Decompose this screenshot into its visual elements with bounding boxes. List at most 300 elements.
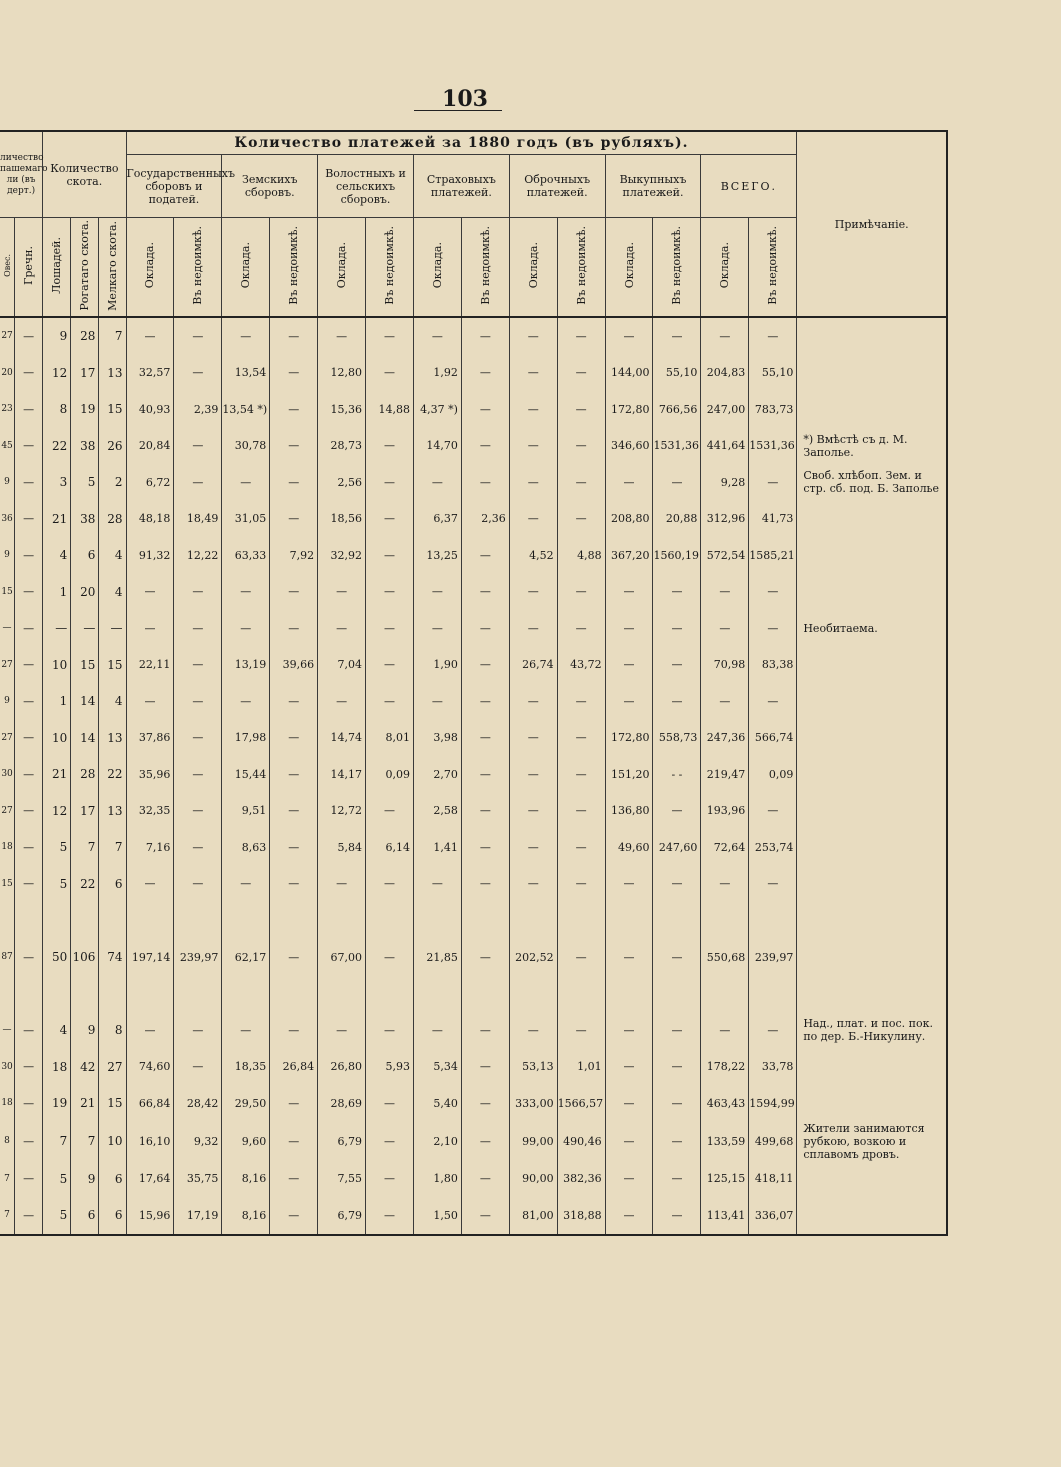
cell-payment-8: — bbox=[509, 610, 557, 647]
cell-payment-0: 20,84 bbox=[126, 428, 174, 465]
cell-payment-13: 566,74 bbox=[749, 720, 797, 757]
cell-payment-2: — bbox=[222, 317, 270, 355]
cell-payment-11: — bbox=[653, 793, 701, 830]
cell-payment-7: — bbox=[461, 902, 509, 1012]
cell-payment-12: 204,83 bbox=[701, 355, 749, 392]
cell-payment-0: 16,10 bbox=[126, 1122, 174, 1161]
cell-payment-3: — bbox=[270, 428, 318, 465]
cell-cattle: 28 bbox=[71, 317, 99, 355]
cell-plowed-oats: 45 bbox=[1, 440, 13, 451]
cell-payment-2: 8,63 bbox=[222, 829, 270, 866]
subheader-arrears-4: Въ недоимкѣ. bbox=[557, 218, 605, 318]
subheader-arrears-6: Въ недоимкѣ. bbox=[749, 218, 797, 318]
cell-payment-12: 9,28 bbox=[701, 464, 749, 501]
cell-cattle: 42 bbox=[71, 1049, 99, 1086]
cell-plowed-oats: 9 bbox=[4, 696, 10, 707]
cell-payment-6: 5,40 bbox=[413, 1085, 461, 1122]
cell-small-stock: 4 bbox=[99, 683, 126, 720]
cell-cattle: 20 bbox=[71, 574, 99, 611]
cell-payment-1: — bbox=[174, 1012, 222, 1049]
cell-payment-9: — bbox=[557, 355, 605, 392]
cell-payment-4: 7,04 bbox=[318, 647, 366, 684]
cell-payment-3: — bbox=[270, 355, 318, 392]
cell-small-stock: 6 bbox=[99, 1161, 126, 1198]
cell-payment-11: 1531,36 bbox=[653, 428, 701, 465]
cell-payment-10: 172,80 bbox=[605, 720, 653, 757]
cell-small-stock: 15 bbox=[99, 1085, 126, 1122]
cell-remark bbox=[797, 1085, 947, 1122]
cell-payment-11: - - bbox=[653, 756, 701, 793]
cell-plowed-oats: 20 bbox=[1, 367, 13, 378]
cell-payment-8: — bbox=[509, 1012, 557, 1049]
cell-payment-1: — bbox=[174, 683, 222, 720]
cell-payment-5: — bbox=[366, 683, 414, 720]
cell-plowed-buckwheat: — bbox=[15, 720, 43, 757]
subheader-arrears-1: Въ недоимкѣ. bbox=[270, 218, 318, 318]
cell-cattle: 7 bbox=[71, 829, 99, 866]
group-quitrent: Оброчныхъ платежей. bbox=[509, 155, 605, 218]
cell-payment-0: 6,72 bbox=[126, 464, 174, 501]
cell-small-stock: 26 bbox=[99, 428, 126, 465]
cell-payment-5: — bbox=[366, 1161, 414, 1198]
cell-plowed-oats: 27 bbox=[1, 659, 13, 670]
cell-payment-11: — bbox=[653, 1161, 701, 1198]
cell-payment-4: 6,79 bbox=[318, 1122, 366, 1161]
cell-payment-9: — bbox=[557, 428, 605, 465]
subheader-assessed-2: Оклада. bbox=[318, 218, 366, 318]
cell-small-stock: 15 bbox=[99, 391, 126, 428]
cell-payment-3: — bbox=[270, 1197, 318, 1235]
cell-payment-12: 70,98 bbox=[701, 647, 749, 684]
cell-payment-5: — bbox=[366, 1085, 414, 1122]
cell-payment-1: — bbox=[174, 720, 222, 757]
cell-payment-6: 1,90 bbox=[413, 647, 461, 684]
cell-payment-13: 1585,21 bbox=[749, 537, 797, 574]
subheader-small-stock: Мелкаго скота. bbox=[99, 218, 126, 318]
table-row bbox=[0, 610, 947, 647]
cell-payment-7: — bbox=[461, 428, 509, 465]
cell-payment-7: — bbox=[461, 829, 509, 866]
cell-payment-3: — bbox=[270, 720, 318, 757]
cell-plowed-oats: 36 bbox=[1, 513, 13, 524]
cell-payment-8: — bbox=[509, 574, 557, 611]
cell-remark bbox=[797, 355, 947, 392]
cell-payment-0: 17,64 bbox=[126, 1161, 174, 1198]
cell-payment-10: — bbox=[605, 647, 653, 684]
subheader-assessed-0: Оклада. bbox=[126, 218, 174, 318]
cell-payment-8: 90,00 bbox=[509, 1161, 557, 1198]
cell-payment-8: 26,74 bbox=[509, 647, 557, 684]
cell-payment-0: 35,96 bbox=[126, 756, 174, 793]
cell-payment-8: — bbox=[509, 391, 557, 428]
cell-payment-8: — bbox=[509, 355, 557, 392]
cell-plowed-oats: 18 bbox=[1, 842, 13, 853]
cell-payment-7: — bbox=[461, 1161, 509, 1198]
cell-payment-1: — bbox=[174, 317, 222, 355]
cell-payment-4: 18,56 bbox=[318, 501, 366, 538]
cell-payment-6: 6,37 bbox=[413, 501, 461, 538]
cell-payment-5: — bbox=[366, 1122, 414, 1161]
cell-payment-10: 172,80 bbox=[605, 391, 653, 428]
cell-payment-3: — bbox=[270, 829, 318, 866]
cell-payment-9: — bbox=[557, 391, 605, 428]
cell-payment-6: 2,70 bbox=[413, 756, 461, 793]
cell-payment-0: 74,60 bbox=[126, 1049, 174, 1086]
cell-payment-13: 253,74 bbox=[749, 829, 797, 866]
cell-payment-7: — bbox=[461, 537, 509, 574]
cell-remark bbox=[797, 720, 947, 757]
cell-payment-2: — bbox=[222, 683, 270, 720]
cell-payment-0: — bbox=[126, 1012, 174, 1049]
cell-payment-12: — bbox=[701, 610, 749, 647]
cell-payment-8: — bbox=[509, 756, 557, 793]
cell-remark: *) Вмѣстѣ съ д. М. Заполье. bbox=[797, 428, 947, 465]
subheader-buckwheat: Гречн. bbox=[15, 218, 43, 318]
cell-payment-8: — bbox=[509, 720, 557, 757]
table-row bbox=[0, 720, 947, 757]
cell-payment-8: — bbox=[509, 866, 557, 903]
cell-plowed-oats: 27 bbox=[1, 732, 13, 743]
cell-payment-4: 28,73 bbox=[318, 428, 366, 465]
cell-payment-1: 35,75 bbox=[174, 1161, 222, 1198]
cell-small-stock: — bbox=[99, 610, 126, 647]
cell-payment-7: — bbox=[461, 866, 509, 903]
cell-plowed-buckwheat: — bbox=[15, 1122, 43, 1161]
cell-remark bbox=[797, 574, 947, 611]
subheader-arrears-5: Въ недоимкѣ. bbox=[653, 218, 701, 318]
table-row bbox=[0, 756, 947, 793]
cell-horses: 10 bbox=[43, 647, 71, 684]
cell-payment-3: — bbox=[270, 1122, 318, 1161]
cell-small-stock: 22 bbox=[99, 756, 126, 793]
cell-payment-5: — bbox=[366, 1197, 414, 1235]
cell-small-stock: 27 bbox=[99, 1049, 126, 1086]
cell-payment-3: — bbox=[270, 1085, 318, 1122]
cell-payment-6: 1,50 bbox=[413, 1197, 461, 1235]
cell-payment-9: 1566,57 bbox=[557, 1085, 605, 1122]
cell-cattle: 17 bbox=[71, 793, 99, 830]
cell-small-stock: 7 bbox=[99, 829, 126, 866]
cell-payment-13: 55,10 bbox=[749, 355, 797, 392]
cell-payment-2: 30,78 bbox=[222, 428, 270, 465]
cell-remark: Жители занимаются рубкою, возкою и сплавомъ дровъ. bbox=[797, 1122, 947, 1161]
cell-payment-10: 151,20 bbox=[605, 756, 653, 793]
cell-payment-6: 21,85 bbox=[413, 902, 461, 1012]
cell-small-stock: 13 bbox=[99, 793, 126, 830]
cell-plowed-buckwheat: — bbox=[15, 683, 43, 720]
cell-payment-13: — bbox=[749, 574, 797, 611]
cell-payment-11: 766,56 bbox=[653, 391, 701, 428]
cell-payment-1: — bbox=[174, 355, 222, 392]
cell-payment-3: 7,92 bbox=[270, 537, 318, 574]
cell-payment-6: 13,25 bbox=[413, 537, 461, 574]
cell-payment-4: 2,56 bbox=[318, 464, 366, 501]
cell-payment-5: — bbox=[366, 574, 414, 611]
cell-payment-7: — bbox=[461, 756, 509, 793]
cell-plowed-buckwheat: — bbox=[15, 902, 43, 1012]
cell-remark bbox=[797, 1197, 947, 1235]
cell-payment-11: 558,73 bbox=[653, 720, 701, 757]
table-row bbox=[0, 355, 947, 392]
cell-payment-4: — bbox=[318, 610, 366, 647]
cell-payment-3: — bbox=[270, 793, 318, 830]
cell-small-stock: 7 bbox=[99, 317, 126, 355]
cell-payment-10: — bbox=[605, 866, 653, 903]
cell-small-stock: 13 bbox=[99, 355, 126, 392]
cell-payment-7: — bbox=[461, 1197, 509, 1235]
cell-payment-13: — bbox=[749, 683, 797, 720]
cell-payment-2: 18,35 bbox=[222, 1049, 270, 1086]
table-row bbox=[0, 574, 947, 611]
cell-payment-4: 28,69 bbox=[318, 1085, 366, 1122]
cell-remark bbox=[797, 501, 947, 538]
cell-payment-7: — bbox=[461, 574, 509, 611]
cell-payment-10: — bbox=[605, 1012, 653, 1049]
table-row bbox=[0, 829, 947, 866]
cell-cattle: 7 bbox=[71, 1122, 99, 1161]
cell-remark bbox=[797, 793, 947, 830]
cell-payment-5: — bbox=[366, 647, 414, 684]
cell-payment-0: — bbox=[126, 610, 174, 647]
cell-horses: 22 bbox=[43, 428, 71, 465]
cell-horses: 5 bbox=[43, 866, 71, 903]
cell-cattle: 6 bbox=[71, 537, 99, 574]
cell-payment-1: — bbox=[174, 1049, 222, 1086]
cell-payment-9: 1,01 bbox=[557, 1049, 605, 1086]
cell-payment-11: 20,88 bbox=[653, 501, 701, 538]
page-number: 103 bbox=[442, 86, 488, 112]
cell-plowed-buckwheat: — bbox=[15, 1012, 43, 1049]
cell-payment-11: — bbox=[653, 1085, 701, 1122]
cell-payment-13: 336,07 bbox=[749, 1197, 797, 1235]
cell-payment-13: 0,09 bbox=[749, 756, 797, 793]
cell-payment-5: 0,09 bbox=[366, 756, 414, 793]
group-redemption: Выкупныхъ платежей. bbox=[605, 155, 701, 218]
cell-payment-12: 113,41 bbox=[701, 1197, 749, 1235]
cell-plowed-oats: 8 bbox=[4, 1136, 10, 1146]
cell-payment-13: 33,78 bbox=[749, 1049, 797, 1086]
cell-horses: 5 bbox=[43, 1197, 71, 1235]
cell-plowed-buckwheat: — bbox=[15, 391, 43, 428]
cell-payment-1: — bbox=[174, 793, 222, 830]
cell-payment-5: — bbox=[366, 428, 414, 465]
cell-payment-11: — bbox=[653, 317, 701, 355]
cell-remark bbox=[797, 683, 947, 720]
table-row bbox=[0, 537, 947, 574]
cell-payment-10: — bbox=[605, 1122, 653, 1161]
cell-payment-1: 12,22 bbox=[174, 537, 222, 574]
cell-payment-10: — bbox=[605, 574, 653, 611]
subheader-assessed-4: Оклада. bbox=[509, 218, 557, 318]
cell-payment-10: — bbox=[605, 1085, 653, 1122]
table-row bbox=[0, 464, 947, 501]
cell-payment-4: — bbox=[318, 866, 366, 903]
cell-payment-9: — bbox=[557, 317, 605, 355]
cell-cattle: 38 bbox=[71, 428, 99, 465]
cell-plowed-oats: 23 bbox=[1, 404, 13, 415]
table-row bbox=[0, 428, 947, 465]
cell-payment-1: — bbox=[174, 464, 222, 501]
cell-small-stock: 10 bbox=[99, 1122, 126, 1161]
cell-payment-4: 14,74 bbox=[318, 720, 366, 757]
cell-payment-4: — bbox=[318, 683, 366, 720]
cell-payment-4: — bbox=[318, 574, 366, 611]
cell-payment-11: 1560,19 bbox=[653, 537, 701, 574]
cell-payment-13: 83,38 bbox=[749, 647, 797, 684]
cell-payment-12: 312,96 bbox=[701, 501, 749, 538]
cell-payment-9: — bbox=[557, 464, 605, 501]
cell-remark bbox=[797, 647, 947, 684]
cell-cattle: 14 bbox=[71, 720, 99, 757]
cell-payment-5: 5,93 bbox=[366, 1049, 414, 1086]
cell-payment-2: — bbox=[222, 610, 270, 647]
cell-payment-7: — bbox=[461, 720, 509, 757]
cell-payment-13: 239,97 bbox=[749, 902, 797, 1012]
cell-payment-0: — bbox=[126, 866, 174, 903]
cell-cattle: 22 bbox=[71, 866, 99, 903]
cell-payment-1: — bbox=[174, 574, 222, 611]
cell-payment-1: — bbox=[174, 647, 222, 684]
cell-payment-8: — bbox=[509, 683, 557, 720]
cell-payment-12: — bbox=[701, 866, 749, 903]
cell-payment-1: — bbox=[174, 829, 222, 866]
cell-payment-3: — bbox=[270, 1012, 318, 1049]
cell-payment-3: — bbox=[270, 683, 318, 720]
cell-payment-12: — bbox=[701, 683, 749, 720]
cell-payment-6: 2,58 bbox=[413, 793, 461, 830]
cell-remark: Необитаема. bbox=[797, 610, 947, 647]
cell-payment-1: 2,39 bbox=[174, 391, 222, 428]
cell-payment-5: — bbox=[366, 1012, 414, 1049]
cell-remark bbox=[797, 537, 947, 574]
cell-payment-1: 28,42 bbox=[174, 1085, 222, 1122]
cell-payment-8: — bbox=[509, 793, 557, 830]
livestock-header: Количество скота. bbox=[43, 131, 126, 218]
cell-payment-1: 239,97 bbox=[174, 902, 222, 1012]
cell-cattle: 19 bbox=[71, 391, 99, 428]
cell-payment-6: — bbox=[413, 464, 461, 501]
cell-cattle: 9 bbox=[71, 1161, 99, 1198]
cell-payment-11: — bbox=[653, 1122, 701, 1161]
table-row bbox=[0, 391, 947, 428]
cell-payment-6: — bbox=[413, 317, 461, 355]
subheader-arrears-0: Въ недоимкѣ. bbox=[174, 218, 222, 318]
cell-horses: 19 bbox=[43, 1085, 71, 1122]
cell-plowed-oats: 18 bbox=[1, 1098, 13, 1109]
cell-payment-3: — bbox=[270, 902, 318, 1012]
cell-payment-9: — bbox=[557, 1012, 605, 1049]
cell-payment-3: — bbox=[270, 574, 318, 611]
cell-plowed-oats: 30 bbox=[1, 1061, 13, 1072]
cell-payment-12: 133,59 bbox=[701, 1122, 749, 1161]
cell-payment-0: 32,35 bbox=[126, 793, 174, 830]
table-row bbox=[0, 1049, 947, 1086]
cell-plowed-oats: 87 bbox=[1, 952, 13, 962]
cell-payment-4: 6,79 bbox=[318, 1197, 366, 1235]
remarks-header: Примѣчаніе. bbox=[797, 131, 947, 317]
cell-small-stock: 13 bbox=[99, 720, 126, 757]
cell-payment-13: 499,68 bbox=[749, 1122, 797, 1161]
cell-payment-6: 2,10 bbox=[413, 1122, 461, 1161]
cell-payment-0: 7,16 bbox=[126, 829, 174, 866]
cell-payment-5: 8,01 bbox=[366, 720, 414, 757]
cell-payment-12: 219,47 bbox=[701, 756, 749, 793]
cell-payment-6: — bbox=[413, 610, 461, 647]
cell-remark bbox=[797, 902, 947, 1012]
cell-payment-5: — bbox=[366, 610, 414, 647]
cell-payment-9: — bbox=[557, 793, 605, 830]
cell-plowed-oats: 7 bbox=[4, 1173, 10, 1184]
cell-payment-13: — bbox=[749, 1012, 797, 1049]
cell-payment-8: 81,00 bbox=[509, 1197, 557, 1235]
cell-payment-4: 15,36 bbox=[318, 391, 366, 428]
cell-horses: 10 bbox=[43, 720, 71, 757]
cell-plowed-buckwheat: — bbox=[15, 1085, 43, 1122]
cell-payment-8: 4,52 bbox=[509, 537, 557, 574]
cell-payment-8: 333,00 bbox=[509, 1085, 557, 1122]
cell-payment-13: 1531,36 bbox=[749, 428, 797, 465]
cell-payment-12: 441,64 bbox=[701, 428, 749, 465]
cell-remark bbox=[797, 317, 947, 355]
cell-payment-8: — bbox=[509, 829, 557, 866]
cell-payment-8: — bbox=[509, 501, 557, 538]
cell-payment-5: — bbox=[366, 902, 414, 1012]
cell-remark bbox=[797, 829, 947, 866]
table-row bbox=[0, 866, 947, 903]
cell-payment-8: 202,52 bbox=[509, 902, 557, 1012]
cell-payment-0: 22,11 bbox=[126, 647, 174, 684]
cell-payment-12: 247,36 bbox=[701, 720, 749, 757]
table-row bbox=[0, 793, 947, 830]
cell-payment-10: — bbox=[605, 1049, 653, 1086]
cell-payment-10: — bbox=[605, 464, 653, 501]
table-row bbox=[0, 1085, 947, 1122]
cell-payment-12: 550,68 bbox=[701, 902, 749, 1012]
cell-payment-2: — bbox=[222, 574, 270, 611]
cell-remark: Своб. хлѣбоп. Зем. и стр. сб. под. Б. Заполье bbox=[797, 464, 947, 501]
cell-horses: 5 bbox=[43, 1161, 71, 1198]
cell-horses: 1 bbox=[43, 574, 71, 611]
subheader-arrears-3: Въ недоимкѣ. bbox=[461, 218, 509, 318]
cell-payment-10: 208,80 bbox=[605, 501, 653, 538]
cell-payment-9: — bbox=[557, 683, 605, 720]
cell-payment-1: 17,19 bbox=[174, 1197, 222, 1235]
cell-payment-10: 367,20 bbox=[605, 537, 653, 574]
cell-payment-4: — bbox=[318, 1012, 366, 1049]
cell-payment-11: — bbox=[653, 610, 701, 647]
cell-horses: 50 bbox=[43, 902, 71, 1012]
cell-cattle: 6 bbox=[71, 1197, 99, 1235]
cell-payment-6: 1,80 bbox=[413, 1161, 461, 1198]
cell-payment-6: — bbox=[413, 866, 461, 903]
cell-payment-7: — bbox=[461, 1085, 509, 1122]
cell-horses: 4 bbox=[43, 1012, 71, 1049]
cell-small-stock: 15 bbox=[99, 647, 126, 684]
cell-payment-13: 783,73 bbox=[749, 391, 797, 428]
cell-plowed-oats: 9 bbox=[4, 550, 10, 561]
cell-plowed-buckwheat: — bbox=[15, 756, 43, 793]
cell-payment-3: — bbox=[270, 391, 318, 428]
cell-payment-9: 4,88 bbox=[557, 537, 605, 574]
cell-payment-5: — bbox=[366, 501, 414, 538]
cell-payment-6: — bbox=[413, 574, 461, 611]
cell-payment-11: 247,60 bbox=[653, 829, 701, 866]
cell-remark bbox=[797, 866, 947, 903]
cell-payment-5: 6,14 bbox=[366, 829, 414, 866]
cell-plowed-buckwheat: — bbox=[15, 1049, 43, 1086]
cell-payment-11: — bbox=[653, 866, 701, 903]
cell-payment-0: 66,84 bbox=[126, 1085, 174, 1122]
